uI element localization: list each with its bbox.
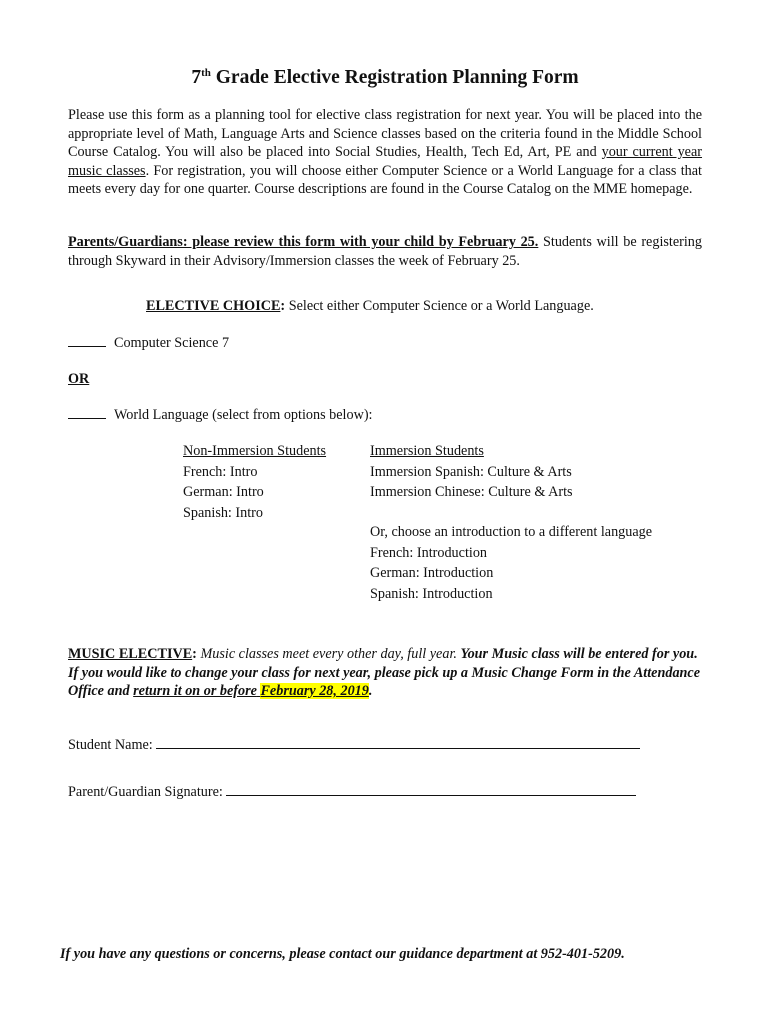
intro-text-1: Please use this form as a planning tool for elective class registration for next year. You will be placed into the appropriate level of Math, Language Arts and Science classes based on the criteria found in the Middle School Course Catalog. You will also be placed into Social Studies, Health, Tech Ed, Art, PE and — [68, 107, 702, 160]
immersion-heading: Immersion Students — [370, 443, 484, 459]
student-name-label: Student Name: — [68, 737, 153, 753]
immersion-item: Immersion Chinese: Culture & Arts — [370, 484, 573, 500]
computer-science-checkline[interactable] — [68, 334, 106, 347]
parent-signature-label: Parent/Guardian Signature: — [68, 784, 223, 800]
music-elective-label: MUSIC ELECTIVE — [68, 646, 193, 662]
title-ordinal-suffix: th — [201, 67, 211, 79]
immersion-item: Immersion Spanish: Culture & Arts — [370, 463, 572, 480]
music-deadline: February 28, 2019 — [260, 683, 369, 699]
music-elective-instructions: Your Music class will be entered for you. If you would like to change your class for next year, please pick up a Music Change Form in the Attendance Office and — [68, 646, 701, 699]
intro-paragraph — [68, 106, 702, 199]
non-immersion-column — [183, 442, 326, 524]
alt-intro-item: Spanish: Introduction — [370, 585, 493, 602]
non-immersion-heading: Non-Immersion Students — [183, 443, 327, 459]
computer-science-option — [68, 334, 229, 353]
parents-heading: Parents/Guardians: please review this form with your child by February 25. — [68, 234, 539, 250]
world-language-label: World Language (select from options below): — [114, 407, 373, 423]
page-title — [0, 66, 770, 92]
alt-intro-column — [370, 523, 652, 605]
alt-intro-item: German: Introduction — [370, 565, 494, 581]
music-elective-note: Music classes meet every other day, full year. — [196, 646, 461, 662]
world-language-checkline[interactable] — [68, 406, 106, 419]
title-text: Grade Elective Registration Planning Form — [215, 67, 579, 88]
music-elective-colon: : — [192, 646, 197, 662]
music-classes-phrase: your current year music classes — [68, 144, 703, 179]
world-language-option — [68, 406, 373, 425]
parents-paragraph — [68, 233, 702, 270]
parents-text: Students will be registering through Skyward in their Advisory/Immersion classes the week of February 25. — [68, 234, 702, 269]
parent-signature-row — [68, 781, 636, 802]
music-period: . — [368, 683, 373, 699]
music-elective-paragraph — [68, 645, 704, 701]
non-immersion-item: German: Intro — [183, 484, 264, 500]
elective-choice-colon: : — [280, 298, 286, 314]
non-immersion-item: French: Intro — [183, 463, 258, 480]
footer-contact-note: If you have any questions or concerns, please contact our guidance department at 952-401-5209. — [60, 946, 625, 962]
computer-science-label: Computer Science 7 — [114, 335, 230, 351]
alt-intro-item: French: Introduction — [370, 544, 488, 561]
title-ordinal: 7 — [191, 67, 202, 88]
alt-intro-heading: Or, choose an introduction to a different language — [370, 524, 653, 540]
immersion-column — [370, 442, 573, 504]
elective-choice-label: ELECTIVE CHOICE — [146, 298, 281, 314]
elective-choice-instruction — [146, 297, 594, 316]
elective-choice-text: Select either Computer Science or a World Language. — [285, 298, 594, 314]
non-immersion-item: Spanish: Intro — [183, 504, 263, 521]
student-name-field[interactable] — [156, 734, 640, 749]
student-name-row — [68, 734, 640, 755]
or-label: OR — [68, 371, 90, 387]
intro-text-2: . For registration, you will choose either Computer Science or a World Language for a class that meets every day for one quarter. Course descriptions are found in the Course Catalog on the MME homepage. — [68, 162, 702, 197]
music-return-phrase: return it on or before — [133, 683, 257, 699]
parent-signature-field[interactable] — [226, 781, 636, 796]
